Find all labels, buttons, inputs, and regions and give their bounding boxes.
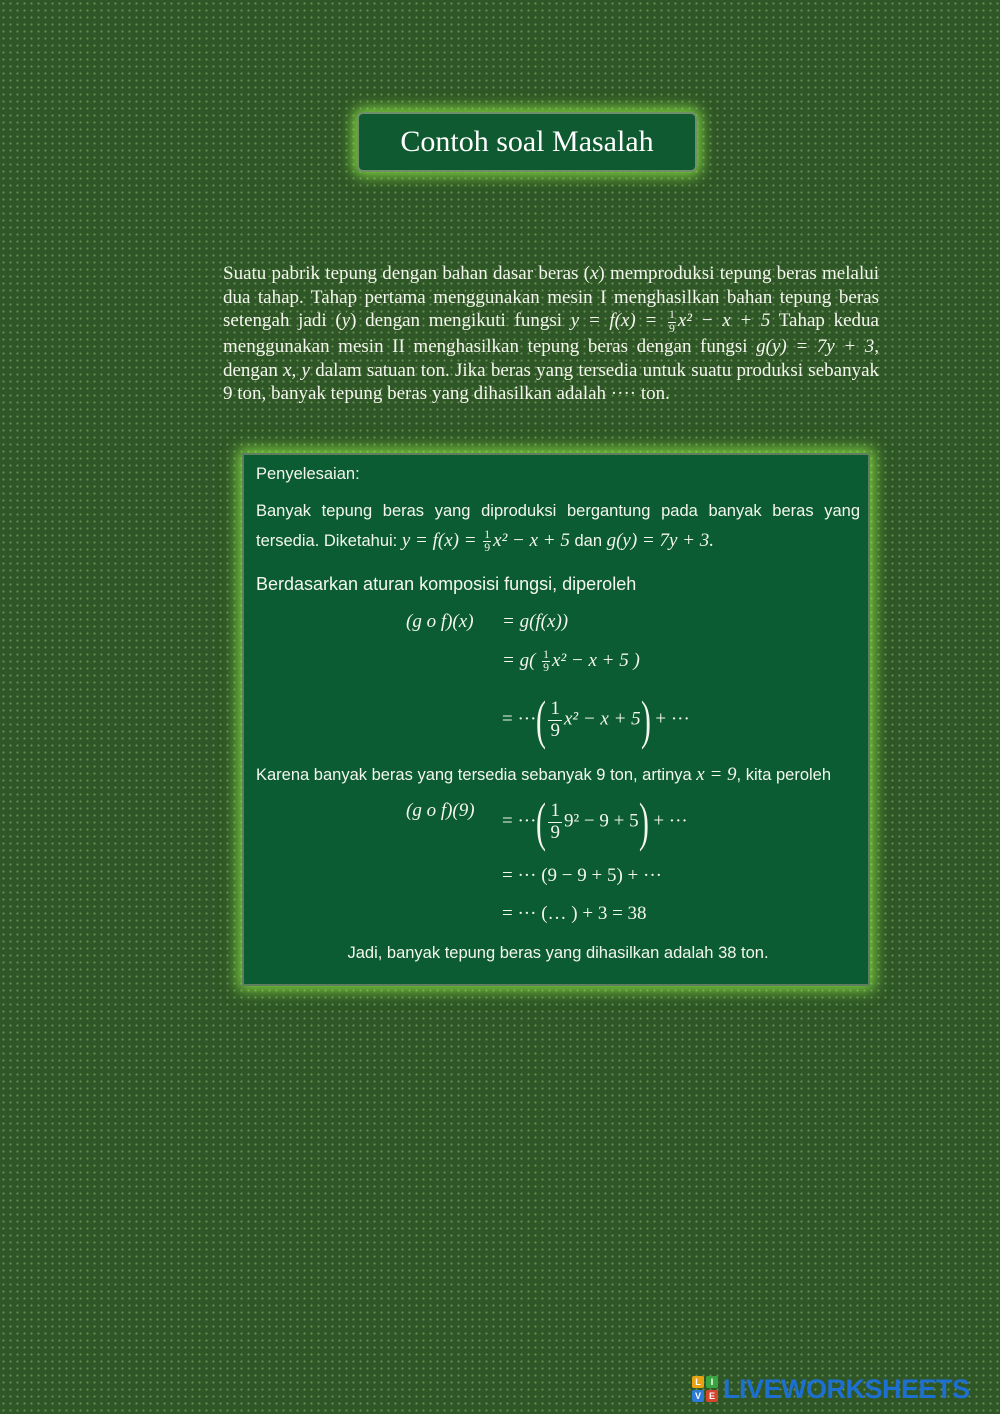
equation-5: = ··· (9 − 9 + 5) + ··· <box>502 865 662 886</box>
fraction: $\frac{1}{9}$ <box>668 308 675 335</box>
title-banner <box>357 112 697 172</box>
solution-heading: Penyelesaian: <box>256 465 360 483</box>
equation-1-rhs: = g(f(x)) <box>502 611 569 632</box>
conclusion: Jadi, banyak tepung beras yang dihasilkan adalah 38 ton. <box>347 944 769 962</box>
solution-paragraph-2: Berdasarkan aturan komposisi fungsi, diperoleh <box>256 574 637 594</box>
fraction: $\frac{1}{9}$ <box>550 697 560 741</box>
equation-6: = ··· (… ) + 3 = 38 <box>502 903 647 924</box>
fraction: $\frac{1}{9}$ <box>543 648 550 675</box>
equation-2: = g( $\frac{1}{9}$ x² − x + 5 ) <box>502 648 640 675</box>
equation-3: = ···( $\frac{1}{9}$ x² − x + 5) + ··· <box>502 690 690 750</box>
equation-1-lhs: (g o f)(x) <box>406 611 474 632</box>
fraction: $\frac{1}{9}$ <box>550 799 560 843</box>
solution-panel <box>242 453 870 986</box>
logo-text: LIVEWORKSHEETS <box>723 1373 970 1404</box>
equation-4: = ···( $\frac{1}{9}$ 9² − 9 + 5) + ··· <box>502 792 688 852</box>
equation-4-lhs: (g o f)(9) <box>406 800 475 821</box>
fraction: $\frac{1}{9}$ <box>484 527 491 555</box>
solution-paragraph-1: Banyak tepung beras yang diproduksi bergantung pada banyak beras yang tersedia. Diketahui: y = f(x) = $\frac{1}{9}$ x² − x + 5 dan g(y) = 7y + 3. <box>256 502 860 555</box>
logo-grid-icon: L I V E <box>692 1376 718 1402</box>
liveworksheets-logo <box>692 1373 970 1405</box>
solution-paragraph-3: Karena banyak beras yang tersedia sebanyak 9 ton, artinya x = 9, kita peroleh <box>256 764 832 785</box>
page-title: Contoh soal Masalah <box>400 125 654 158</box>
problem-statement: Suatu pabrik tepung dengan bahan dasar beras (x) memproduksi tepung beras melalui dua tahap. Tahap pertama menggunakan mesin I menghasilkan bahan tepung beras setengah jadi (y) dengan mengikuti fungsi y = f(x) = $\frac{1}{9}$ x² − x + 5 Tahap kedua menggunakan mesin II menghasilkan tepung beras dengan fungsi g(y) = 7y + 3, dengan x, y dalam satuan ton. Jika beras yang tersedia untuk suatu produksi sebanyak 9 ton, banyak tepung beras yang dihasilkan adalah ···· ton. <box>223 263 879 405</box>
